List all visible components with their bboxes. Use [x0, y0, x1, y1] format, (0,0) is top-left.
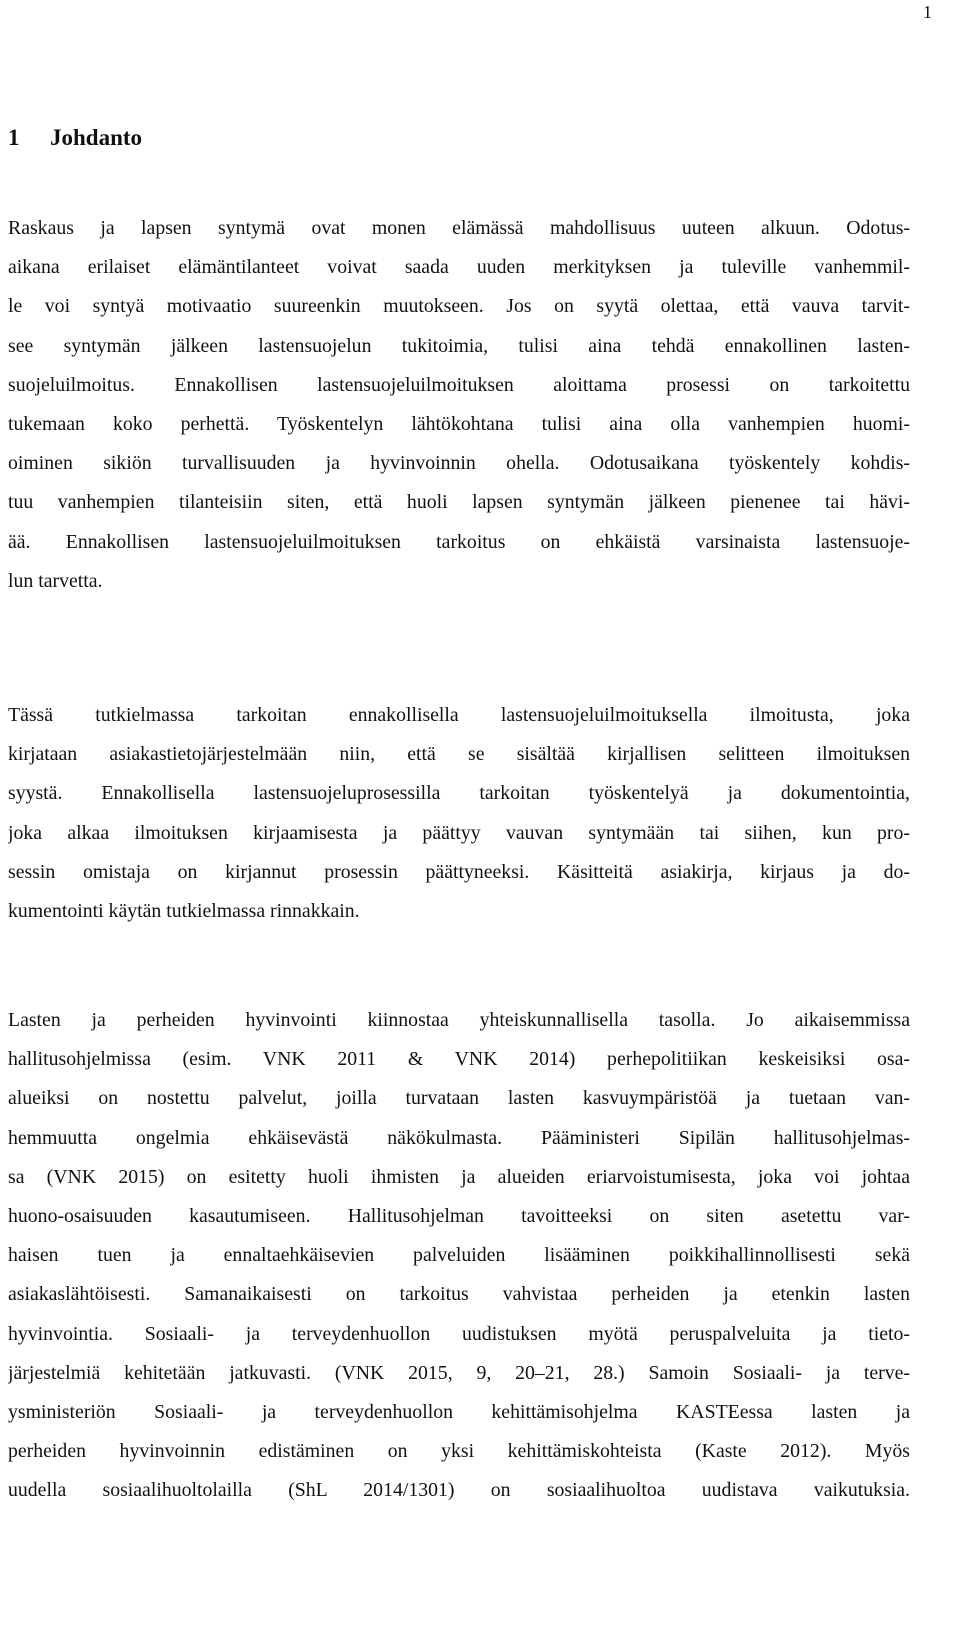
- paragraph-line: lun tarvetta.: [8, 569, 103, 592]
- paragraph-line: tukemaan koko perhettä. Työskentelyn lähtökohtana tulisi aina olla vanhempien huomi-: [8, 413, 910, 436]
- paragraph-line: huono-osaisuuden kasautumiseen. Hallitusohjelman tavoitteeksi on siten asetettu var-: [8, 1205, 910, 1228]
- paragraph-line: syystä. Ennakollisella lastensuojeluprosessilla tarkoitan työskentelyä ja dokumentointia,: [8, 782, 910, 805]
- paragraph-line: see syntymän jälkeen lastensuojelun tukitoimia, tulisi aina tehdä ennakollinen lasten-: [8, 334, 910, 357]
- section-title: Johdanto: [50, 125, 143, 150]
- paragraph-line: tuu vanhempien tilanteisiin siten, että huoli lapsen syntymän jälkeen pienenee tai hävi-: [8, 491, 910, 514]
- paragraph-line: oiminen sikiön turvallisuuden ja hyvinvoinnin ohella. Odotusaikana työskentely kohdis-: [8, 452, 910, 475]
- paragraph-line: le voi syntyä motivaatio suureenkin muutokseen. Jos on syytä olettaa, että vauva tarvit-: [8, 295, 910, 318]
- section-heading: [8, 125, 142, 151]
- paragraph-line: sessin omistaja on kirjannut prosessin päättyneeksi. Käsitteitä asiakirja, kirjaus ja do-: [8, 860, 910, 883]
- paragraph-line: hyvinvointia. Sosiaali- ja terveydenhuollon uudistuksen myötä peruspalveluita ja tieto-: [8, 1322, 910, 1345]
- paragraph-line: Tässä tutkielmassa tarkoitan ennakollisella lastensuojeluilmoituksella ilmoitusta, joka: [8, 704, 910, 726]
- paragraph-intro: [8, 209, 910, 601]
- paragraph-line: hemmuutta ongelmia ehkäisevästä näkökulmasta. Pääministeri Sipilän hallitusohjelmas-: [8, 1126, 910, 1149]
- paragraph-line: alueiksi on nostettu palvelut, joilla turvataan lasten kasvuympäristöä ja tuetaan van-: [8, 1087, 910, 1110]
- paragraph-line: asiakaslähtöisesti. Samanaikaisesti on tarkoitus vahvistaa perheiden ja etenkin lasten: [8, 1283, 910, 1306]
- paragraph-line: perheiden hyvinvoinnin edistäminen on yksi kehittämiskohteista (Kaste 2012). Myös: [8, 1440, 910, 1463]
- paragraph-line: sa (VNK 2015) on esitetty huoli ihmisten ja alueiden eriarvoistumisesta, joka voi johtaa: [8, 1165, 910, 1188]
- paragraph-line: uudella sosiaalihuoltolailla (ShL 2014/1301) on sosiaalihuoltoa uudistava vaikutuksia.: [8, 1479, 910, 1502]
- paragraph-line: haisen tuen ja ennaltaehkäisevien palveluiden lisääminen poikkihallinnollisesti sekä: [8, 1244, 910, 1267]
- paragraph-line: aikana erilaiset elämäntilanteet voivat saada uuden merkityksen ja tuleville vanhemmil-: [8, 256, 910, 279]
- paragraph-line: Lasten ja perheiden hyvinvointi kiinnostaa yhteiskunnallisella tasolla. Jo aikaisemmissa: [8, 1009, 910, 1031]
- section-number: 1: [8, 125, 20, 150]
- paragraph-line: järjestelmiä kehitetään jatkuvasti. (VNK 2015, 9, 20–21, 28.) Samoin Sosiaali- ja terve-: [8, 1361, 910, 1384]
- paragraph-line: joka alkaa ilmoituksen kirjaamisesta ja päättyy vauvan syntymään tai siihen, kun pro-: [8, 821, 910, 844]
- paragraph-definitions: [8, 696, 910, 931]
- paragraph-policy: [8, 1001, 910, 1511]
- paragraph-line: kirjataan asiakastietojärjestelmään niin, että se sisältää kirjallisen selitteen ilmoituksen: [8, 743, 910, 766]
- paragraph-line: ää. Ennakollisen lastensuojeluilmoituksen tarkoitus on ehkäistä varsinaista lastensuoje-: [8, 530, 910, 553]
- page-number: 1: [923, 2, 932, 22]
- paragraph-line: ysministeriön Sosiaali- ja terveydenhuollon kehittämisohjelma KASTEessa lasten ja: [8, 1401, 910, 1424]
- paragraph-line: suojeluilmoitus. Ennakollisen lastensuojeluilmoituksen aloittama prosessi on tarkoitettu: [8, 373, 910, 396]
- paragraph-line: kumentointi käytän tutkielmassa rinnakkain.: [8, 900, 360, 923]
- paragraph-line: hallitusohjelmissa (esim. VNK 2011 & VNK 2014) perhepolitiikan keskeisiksi osa-: [8, 1048, 910, 1071]
- paragraph-line: Raskaus ja lapsen syntymä ovat monen elämässä mahdollisuus uuteen alkuun. Odotus-: [8, 217, 910, 239]
